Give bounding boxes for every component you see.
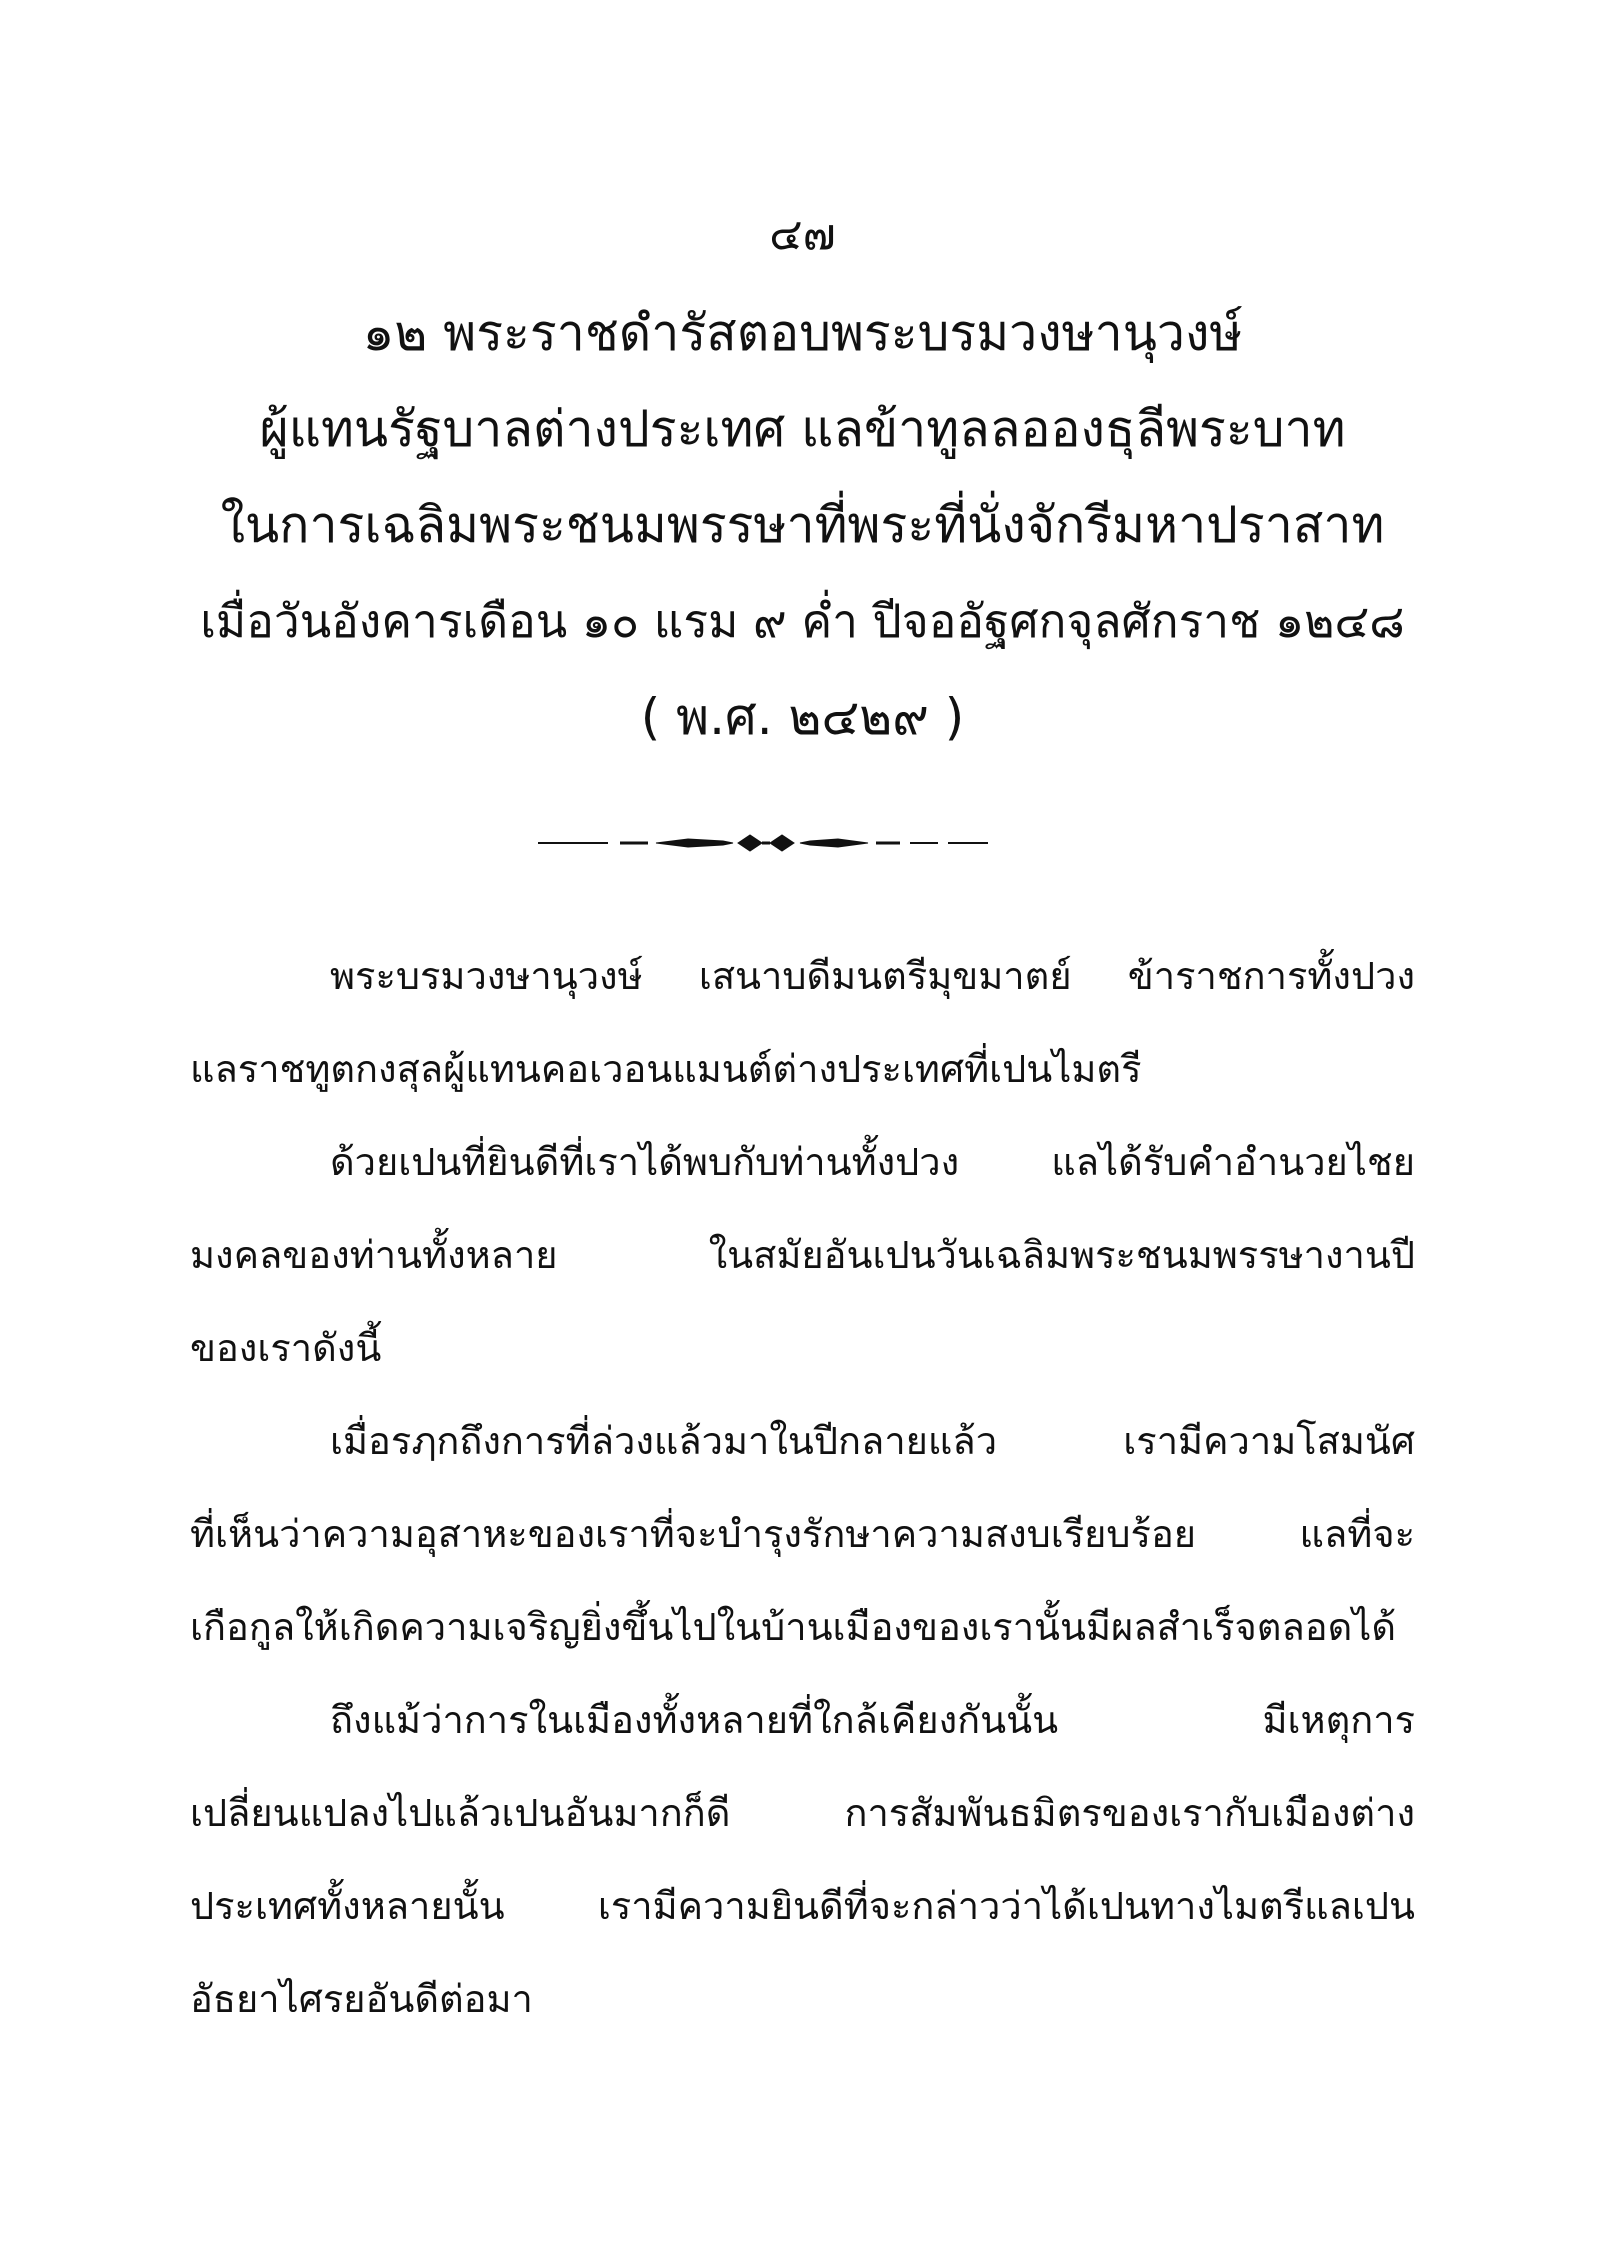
title-year: ( พ.ศ. ๒๔๒๙ ) (640, 688, 965, 746)
text-line: มงคลของท่านทั้งหลาย ในสมัยอันเปนวันเฉลิมพระชนมพรรษางานปี (190, 1233, 1415, 1277)
text-line: ประเทศทั้งหลายนั้น เรามีความยินดีที่จะกล่าวว่าได้เปนทางไมตรีแลเปน (190, 1884, 1415, 1928)
text-line: ที่เห็นว่าความอุสาหะของเราที่จะบำรุงรักษาความสงบเรียบร้อย แลที่จะ (190, 1512, 1415, 1556)
text-line: ด้วยเปนที่ยินดีที่เราได้พบกับท่านทั้งปวง แลได้รับคำอำนวยไชย (330, 1140, 1415, 1184)
title-line: เมื่อวันอังคารเดือน ๑๐ แรม ๙ ค่ำ ปีจออัฐศกจุลศักราช ๑๒๔๘ (200, 594, 1405, 648)
title-line: ๑๒ พระราชดำรัสตอบพระบรมวงษานุวงษ์ (362, 304, 1243, 362)
text-line: เปลี่ยนแปลงไปแล้วเปนอันมากก็ดี การสัมพันธมิตรของเรากับเมืองต่าง (190, 1791, 1415, 1835)
text-line: พระบรมวงษานุวงษ์ เสนาบดีมนตรีมุขมาตย์ ข้าราชการทั้งปวง (330, 954, 1415, 998)
text-line: ถึงแม้ว่าการในเมืองทั้งหลายที่ใกล้เคียงกันนั้น มีเหตุการ (330, 1698, 1415, 1742)
text-line: อัธยาไศรยอันดีต่อมา (190, 1977, 533, 2021)
text-line: เมื่อรฦกถึงการที่ล่วงแล้วมาในปีกลายแล้ว เรามีความโสมนัศ (330, 1419, 1415, 1463)
speech-title (190, 285, 1415, 765)
title-line: ผู้แทนรัฐบาลต่างประเทศ แลข้าทูลลอองธุลีพระบาท (259, 400, 1346, 458)
text-line: เกือกูลให้เกิดความเจริญยิ่งขึ้นไปในบ้านเมืองของเรานั้นมีผลสำเร็จตลอดได้ (190, 1605, 1397, 1649)
text-line: แลราชทูตกงสุลผู้แทนคอเวอนแมนต์ต่างประเทศที่เปนไมตรี (190, 1047, 1142, 1091)
speech-body (190, 930, 1415, 2046)
ornamental-divider (538, 828, 988, 858)
title-line: ในการเฉลิมพระชนมพรรษาที่พระที่นั่งจักรีมหาปราสาท (220, 496, 1385, 554)
page-number: ๔๗ (769, 209, 836, 260)
text-line: ของเราดังนี้ (190, 1326, 382, 1370)
